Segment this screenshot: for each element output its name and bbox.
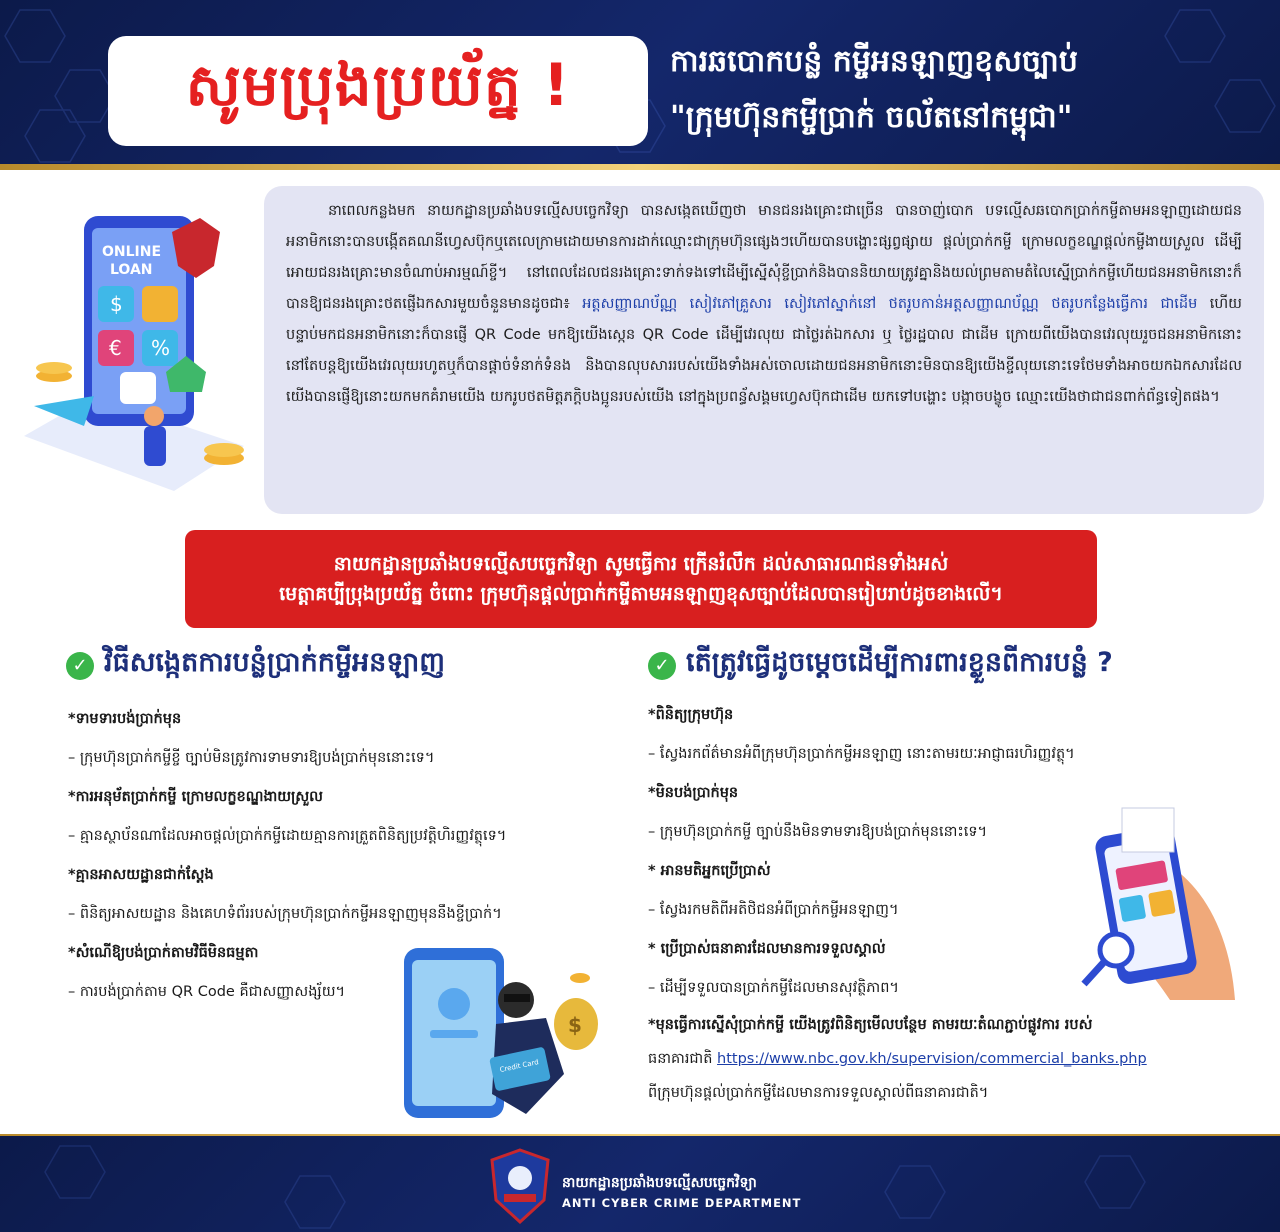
svg-text:$: $ <box>110 292 123 316</box>
receipt-icon <box>1122 808 1174 852</box>
list-item: *សំណើឱ្យបង់ប្រាក់តាមវិធីមិនធម្មតា <box>68 945 259 961</box>
list-item: – ការបង់ប្រាក់តាម QR Code គឺជាសញ្ញាសង្ស័យ។ <box>68 984 346 1000</box>
left-section-title-text: វិធីសង្កេតការបន្លំប្រាក់កម្ចីអនឡាញ <box>104 647 445 678</box>
right-section-title-text: តើត្រូវធ្វើដូចម្តេចដើម្បីការពារខ្លួនពីការបន្លំ ? <box>686 647 1113 678</box>
phone-search-illustration <box>1060 800 1240 1005</box>
list-item <box>648 1042 1147 1076</box>
person-figure <box>144 406 164 426</box>
list-item: – ដើម្បីទទួលបានប្រាក់កម្ចីដែលមានសុវត្ថិភាព។ <box>648 980 899 996</box>
magnifier-icon <box>1100 934 1132 966</box>
svg-text:$: $ <box>568 1013 582 1037</box>
department-emblem-icon <box>490 1148 550 1224</box>
list-item: *ការអនុម័តប្រាក់កម្ចី ក្រោមលក្ខខណ្ឌងាយស្រួល <box>68 789 323 805</box>
department-name-km: នាយកដ្ឋានប្រឆាំងបទល្មើសបច្ចេកវិទ្យា <box>562 1175 757 1191</box>
phone-text-loan: LOAN <box>110 262 153 278</box>
intro-highlight-documents: អត្តសញ្ញាណប័ណ្ណ សៀវភៅគ្រួសារ សៀវភៅស្នាក់នៅ ថតរូបកាន់អត្តសញ្ញាណប័ណ្ណ ថតរូបកន្លែងធ្វើការ ជាដើម <box>582 296 1198 312</box>
list-item: * អានមតិអ្នកប្រើប្រាស់ <box>648 863 771 879</box>
list-item: ពីក្រុមហ៊ុនផ្តល់ប្រាក់កម្ចីដែលមានការទទួលស្គាល់ពីធនាគារជាតិ។ <box>648 1085 989 1101</box>
coin-icon <box>570 973 590 983</box>
list-item: *មុនធ្វើការស្នើសុំប្រាក់កម្ចី យើងត្រូវពិនិត្យមើលបន្ថែម តាមរយៈតំណភ្ជាប់ផ្លូវការ របស់ <box>648 1017 1093 1033</box>
bank-icon <box>120 372 156 404</box>
department-name-en: ANTI CYBER CRIME DEPARTMENT <box>562 1196 802 1210</box>
user-icon <box>438 988 470 1020</box>
nbc-supervision-link[interactable]: https://www.nbc.gov.kh/supervision/commercial_banks.php <box>717 1051 1147 1067</box>
header-subtitle-line1: ការឆបោកបន្លំ កម្ចីអនឡាញខុសច្បាប់ <box>670 44 1078 79</box>
list-item: – ក្រុមហ៊ុនប្រាក់កម្ចី ច្បាប់នឹងមិនទាមទារឱ្យបង់ប្រាក់មុននោះទេ។ <box>648 824 988 840</box>
intro-text-1: នាពេលកន្លងមក នាយកដ្ឋានប្រឆាំងបទល្មើសបច្ចេកវិទ្យា បានសង្កេតឃើញថា មានជនរងគ្រោះជាច្រើន បានចាញ់បោក បទល្មើសឆបោកប្រាក់កម្ចីតាមអនឡាញដោយជនអនាមិកនោះបានបង្កើតគណនីហ្វេសប៊ុកឬតេលេក្រាមដោយមានការដាក់ឈ្មោះជាក្រុមហ៊ុនផ្សេងៗហើយបានបង្ហោះផ្សព្វផ្សាយ ផ្តល់ប្រាក់កម្ចី ក្រោមលក្ខខណ្ឌផ្តល់កម្ចីងាយស្រួល ដើម្បីអោយជនរងគ្រោះមានចំណាប់អារម្មណ៍ខ្ចី។ នៅពេលដែលជនរងគ្រោះទាក់ទងទៅដើម្បីស្នើសុំខ្ចីប្រាក់និងបាននិយាយត្រូវគ្នានិងយល់ព្រមតាមតំលៃស្នើប្រាក់កម្ចីហើយជនអនាមិកនោះក៏បានឱ្យជនរងគ្រោះថតផ្ញើឯកសារមួយចំនួនមានដូចជា៖ <box>286 203 1242 312</box>
svg-text:Credit Card: Credit Card <box>498 1058 540 1075</box>
bank-prefix: ធនាគារជាតិ <box>648 1051 718 1067</box>
alert-line2: មេត្តាគប្បីប្រុងប្រយ័ត្ន ចំពោះ ក្រុមហ៊ុនផ្តល់ប្រាក់កម្ចីតាមអនឡាញខុសច្បាប់ដែលបានរៀបរាប់ដូចខាងលើ។ <box>279 583 1003 605</box>
check-icon: ✓ <box>66 652 94 680</box>
list-item: *មិនបង់ប្រាក់មុន <box>648 785 739 801</box>
intro-text-2: ហើយបន្ទាប់មកជនអនាមិកនោះក៏បានផ្ញើ QR Code មកឱ្យយើងស្កេន QR Code ដើម្បីវេរលុយ ជាថ្លៃរត់ឯកសារ ឬ ថ្លៃរដ្ឋបាល ជាដើម ក្រោយពីយើងបានវេរលុយរួចជនអនាមិកនោះនៅតែបន្តឱ្យយើងវេរលុយរហូតឬក៏បានផ្តាច់ទំនាក់ទំនង និងបានលុបសាររបស់យើងទាំងអស់ចោលដោយជនអនាមិកនោះមិនបានឱ្យយើងខ្ចីលុយនោះទេថែមទាំងអាចយកឯកសារដែលយើងបានផ្ញើឱ្យនោះយកមកគំរាមយើង យករូបថតមិត្តភក្តិបងប្អូនរបស់យើង នៅក្នុងប្រពន្ធ័សង្គមហ្វេសប៊ុកជាដើម យកទៅបង្ហោះ បង្កាចបង្ខូច ឈ្មោះយើងថាជាជនពាក់ព័ន្ធទៀតផង។ <box>286 296 1242 405</box>
header-subtitle <box>670 34 1260 146</box>
list-item: *គ្មានអាសយដ្ឋានជាក់ស្តែង <box>68 867 214 883</box>
list-item: *ទាមទារបង់ប្រាក់មុន <box>68 711 182 727</box>
alert-banner <box>185 530 1097 628</box>
alert-line1: នាយកដ្ឋានប្រឆាំងបទល្មើសបច្ចេកវិទ្យា សូមធ្វើការ ក្រើនរំលឹក ដល់សាធារណជនទាំងអស់ <box>333 553 949 575</box>
left-section-title <box>66 646 445 685</box>
scammer-illustration <box>396 944 616 1124</box>
list-item: – ក្រុមហ៊ុនប្រាក់កម្ចីខ្ចី ច្បាប់មិនត្រូវការទាមទារឱ្យបង់ប្រាក់មុននោះទេ។ <box>68 750 435 766</box>
wallet-icon <box>142 286 178 322</box>
header-subtitle-line2: "ក្រុមហ៊ុនកម្ចីប្រាក់ ចល័តនៅកម្ពុជា" <box>670 100 1073 135</box>
intro-paragraph <box>264 186 1264 514</box>
list-item: – ស្វែងរកមតិពីអតិថិជនអំពីប្រាក់កម្ចីអនឡាញ។ <box>648 902 899 918</box>
check-icon: ✓ <box>648 652 676 680</box>
phone-text-online: ONLINE <box>102 244 162 260</box>
svg-text:%: % <box>151 336 171 360</box>
list-item: – ពិនិត្យអាសយដ្ឋាន និងគេហទំព័ររបស់ក្រុមហ៊ុនប្រាក់កម្ចីអនឡាញមុននឹងខ្ចីប្រាក់។ <box>68 906 502 922</box>
right-section-title <box>648 646 1113 685</box>
list-item: – ស្វែងរកព័ត៌មានអំពីក្រុមហ៊ុនប្រាក់កម្ចីអនឡាញ នោះតាមរយៈអាជ្ញាធរហិរញ្ញវត្ថុ។ <box>648 746 1075 762</box>
online-loan-illustration <box>14 196 254 496</box>
header-gold-rule <box>0 164 1280 170</box>
list-item: – គ្មានស្ថាប័នណាដែលអាចផ្តល់ប្រាក់កម្ចីដោយគ្មានការត្រួតពិនិត្យប្រវត្តិហិរញ្ញវត្ថុទេ។ <box>68 828 507 844</box>
warning-title: សូមប្រុងប្រយ័ត្ន ! <box>108 36 648 146</box>
list-item: * ប្រើប្រាស់ធនាគារដែលមានការទទួលស្គាល់ <box>648 941 886 957</box>
svg-text:€: € <box>109 336 122 360</box>
list-item: *ពិនិត្យក្រុមហ៊ុន <box>648 707 734 723</box>
